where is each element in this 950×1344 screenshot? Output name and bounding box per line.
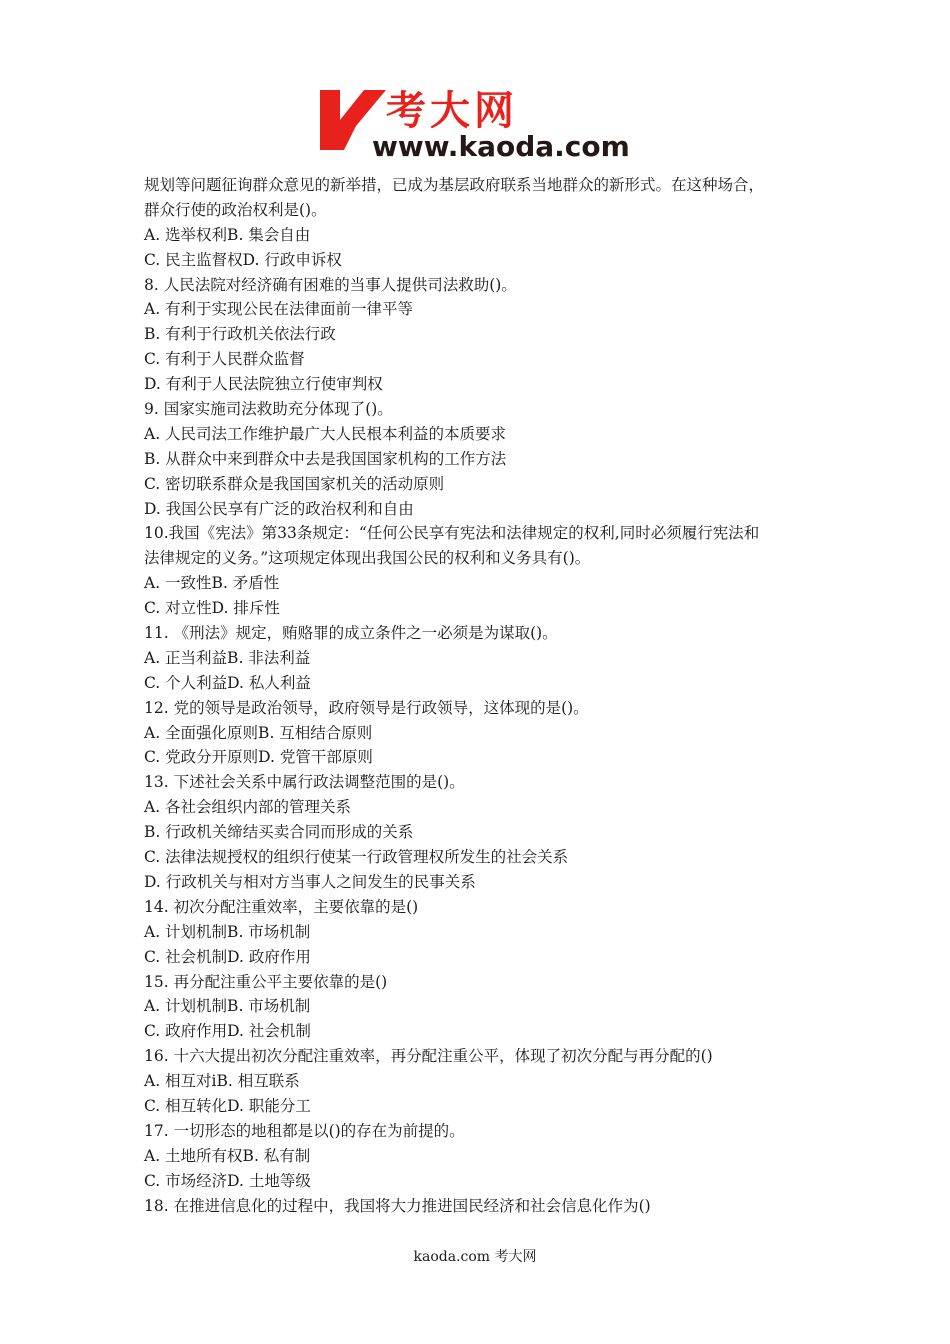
- text-line: 规划等问题征询群众意见的新举措，已成为基层政府联系当地群众的新形式。在这种场合，: [144, 176, 765, 194]
- text-line: 15. 再分配注重公平主要依靠的是(): [144, 972, 388, 991]
- text-line: A. 有利于实现公民在法律面前一律平等: [144, 300, 414, 319]
- text-line: 10.我国《宪法》第33条规定：“任何公民享有宪法和法律规定的权利,同时必须履行宪法和: [144, 524, 760, 543]
- text-line: D. 有利于人民法院独立行使审判权: [144, 375, 383, 394]
- text-line: 8. 人民法院对经济确有困难的当事人提供司法救助()。: [144, 275, 517, 294]
- text-line: A. 计划机制B. 市场机制: [144, 997, 311, 1016]
- text-line: A. 土地所有权B. 私有制: [144, 1146, 311, 1165]
- text-line: A. 全面强化原则B. 互相结合原则: [144, 723, 373, 742]
- page-footer: kaoda.com 考大网: [413, 1249, 537, 1265]
- text-line: 9. 国家实施司法救助充分体现了()。: [144, 400, 393, 419]
- text-line: 12. 党的领导是政治领导，政府领导是行政领导，这体现的是()。: [144, 698, 589, 717]
- text-line: 群众行使的政治权利是()。: [144, 200, 327, 219]
- text-line: C. 市场经济D. 土地等级: [144, 1171, 311, 1190]
- text-line: A. 计划机制B. 市场机制: [144, 922, 311, 941]
- text-line: B. 从群众中来到群众中去是我国国家机构的工作方法: [144, 449, 507, 468]
- text-line: C. 个人利益D. 私人利益: [144, 673, 311, 692]
- text-line: C. 社会机制D. 政府作用: [144, 947, 311, 966]
- text-line: C. 党政分开原则D. 党管干部原则: [144, 748, 373, 767]
- text-line: D. 我国公民享有广泛的政治权利和自由: [144, 499, 414, 518]
- text-line: C. 民主监督权D. 行政申诉权: [144, 250, 342, 269]
- text-line: B. 行政机关缔结买卖合同而形成的关系: [144, 823, 414, 842]
- text-line: A. 选举权利B. 集会自由: [144, 225, 311, 244]
- text-line: 11. 《刑法》规定，贿赂罪的成立条件之一必须是为谋取()。: [144, 624, 558, 643]
- text-line: A. 各社会组织内部的管理关系: [144, 798, 352, 817]
- text-line: A. 相互对iB. 相互联系: [144, 1072, 300, 1091]
- text-line: C. 有利于人民群众监督: [144, 350, 305, 369]
- text-line: B. 有利于行政机关依法行政: [144, 325, 336, 344]
- text-line: A. 一致性B. 矛盾性: [144, 574, 280, 593]
- text-line: C. 相互转化D. 职能分工: [144, 1096, 311, 1115]
- text-line: 13. 下述社会关系中属行政法调整范围的是()。: [144, 773, 465, 792]
- logo-cn-text: 考大网: [386, 88, 518, 134]
- text-line: A. 人民司法工作维护最广大人民根本利益的本质要求: [144, 424, 507, 443]
- text-line: 16. 十六大提出初次分配注重效率，再分配注重公平，体现了初次分配与再分配的(): [144, 1047, 713, 1066]
- text-line: C. 法律法规授权的组织行使某一行政管理权所发生的社会关系: [144, 848, 569, 867]
- text-line: 18. 在推进信息化的过程中，我国将大力推进国民经济和社会信息化作为(): [144, 1196, 651, 1215]
- text-line: C. 对立性D. 排斥性: [144, 599, 280, 618]
- text-line: C. 密切联系群众是我国国家机关的活动原则: [144, 474, 445, 493]
- logo-url-text: www.kaoda.com: [372, 130, 630, 162]
- text-line: 14. 初次分配注重效率，主要依靠的是(): [144, 897, 419, 916]
- text-line: C. 政府作用D. 社会机制: [144, 1022, 311, 1041]
- text-line: D. 行政机关与相对方当事人之间发生的民事关系: [144, 872, 476, 891]
- text-line: A. 正当利益B. 非法利益: [144, 648, 311, 667]
- text-line: 17. 一切形态的地租都是以()的存在为前提的。: [144, 1121, 465, 1140]
- text-line: 法律规定的义务。”这项规定体现出我国公民的权利和义务具有()。: [144, 549, 591, 568]
- document-body: [144, 173, 814, 1218]
- kaoda-logo-graphic: [318, 80, 638, 162]
- site-logo: [318, 80, 638, 162]
